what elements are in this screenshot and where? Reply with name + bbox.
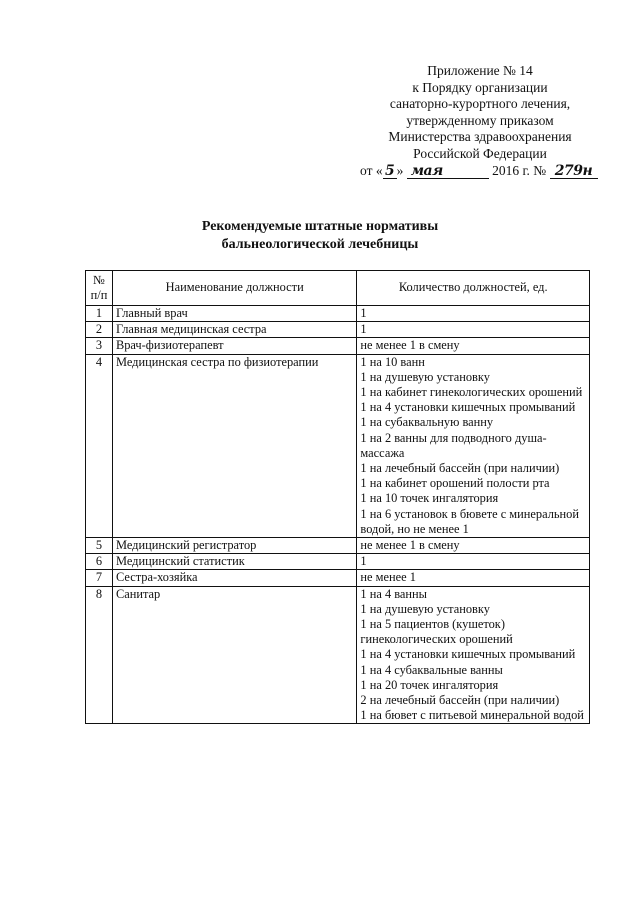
handwritten-month: мая (407, 164, 489, 179)
appendix-line: Приложение № 14 (427, 63, 533, 78)
handwritten-day: 5 (383, 164, 397, 179)
quantity-line: не менее 1 (360, 570, 416, 585)
position-name: Медицинская сестра по физиотерапии (112, 354, 356, 537)
table-row (86, 538, 590, 554)
quantity-line: 1 на 4 установки кишечных промываний (360, 647, 576, 662)
quantity-line: 1 на субаквальную ванну (360, 415, 494, 430)
position-name: Медицинский регистратор (112, 538, 356, 554)
quantity-line: 1 на 4 субаквальные ванны (360, 662, 503, 677)
title-line-2: бальнеологической лечебницы (221, 237, 419, 252)
position-name: Медицинский статистик (112, 554, 356, 570)
header-position: Наименование должности (112, 271, 356, 306)
position-quantity (357, 338, 590, 354)
position-quantity (357, 306, 590, 322)
position-quantity (357, 554, 590, 570)
header-num: № п/п (86, 271, 113, 306)
row-number: 7 (86, 570, 113, 586)
position-name: Врач-физиотерапевт (112, 338, 356, 354)
table-row (86, 338, 590, 354)
appendix-line: Российской Федерации (413, 145, 547, 161)
appendix-line: Министерства здравоохранения (388, 129, 572, 145)
position-name: Главная медицинская сестра (112, 322, 356, 338)
position-name: Главный врач (112, 306, 356, 322)
staffing-table (85, 270, 590, 724)
position-quantity (357, 322, 590, 338)
position-name: Санитар (112, 586, 356, 724)
quantity-line: 1 на кабинет гинекологических орошений (360, 385, 583, 400)
quantity-line: 1 (360, 554, 367, 569)
quantity-line: 1 на 4 установки кишечных промываний (360, 400, 576, 415)
quantity-line: 1 на бювет с питьевой минеральной водой (360, 708, 584, 723)
table-row (86, 554, 590, 570)
quantity-line: 1 на 4 ванны (360, 586, 428, 601)
quantity-line: 1 на 10 ванн (360, 354, 425, 369)
table-body (86, 306, 590, 724)
year-text: 2016 г. № (492, 162, 547, 178)
date-mid: » (396, 162, 404, 178)
quantity-line: 1 на душевую установку (360, 601, 490, 616)
table-header-row (86, 271, 590, 306)
position-quantity (357, 570, 590, 586)
row-number: 1 (86, 306, 113, 322)
table-row (86, 322, 590, 338)
quantity-line: 1 (360, 306, 367, 320)
quantity-line: 1 на 6 установок в бювете с минеральной водой, но не менее 1 (360, 506, 579, 536)
row-number: 8 (86, 586, 113, 724)
row-number: 4 (86, 354, 113, 537)
quantity-line: не менее 1 в смену (360, 538, 460, 553)
quantity-line: 2 на лечебный бассейн (при наличии) (360, 693, 560, 708)
appendix-line: санаторно-курортного лечения, (389, 96, 571, 112)
row-number: 5 (86, 538, 113, 554)
row-number: 3 (86, 338, 113, 354)
table-row (86, 570, 590, 586)
header-quantity: Количество должностей, ед. (357, 271, 590, 306)
quantity-line: 1 на лечебный бассейн (при наличии) (360, 461, 560, 476)
quantity-line: 1 на кабинет орошений полости рта (360, 476, 550, 491)
position-name: Сестра-хозяйка (112, 570, 356, 586)
position-quantity (357, 354, 590, 537)
quantity-line: 1 на 2 ванны для подводного душа-массажа (360, 430, 547, 460)
title-line-1: Рекомендуемые штатные нормативы (201, 219, 439, 234)
order-date-line (360, 163, 596, 180)
document-title (0, 218, 640, 254)
quantity-line: 1 на 10 точек ингалятория (360, 491, 499, 506)
handwritten-order-number: 279н (550, 164, 598, 179)
appendix-header (360, 63, 600, 179)
quantity-line: 1 на 20 точек ингалятория (360, 677, 499, 692)
appendix-line: к Порядку организации (412, 79, 548, 95)
appendix-line: утвержденному приказом (406, 112, 554, 128)
table-row (86, 354, 590, 537)
quantity-line: 1 (360, 322, 367, 337)
position-quantity (357, 586, 590, 724)
date-prefix: от « (360, 162, 383, 178)
row-number: 2 (86, 322, 113, 338)
position-quantity (357, 538, 590, 554)
quantity-line: 1 на 5 пациентов (кушеток) гинекологических орошений (360, 617, 513, 647)
quantity-line: не менее 1 в смену (360, 338, 460, 353)
table-row (86, 306, 590, 322)
row-number: 6 (86, 554, 113, 570)
quantity-line: 1 на душевую установку (360, 369, 490, 384)
table-row (86, 586, 590, 724)
